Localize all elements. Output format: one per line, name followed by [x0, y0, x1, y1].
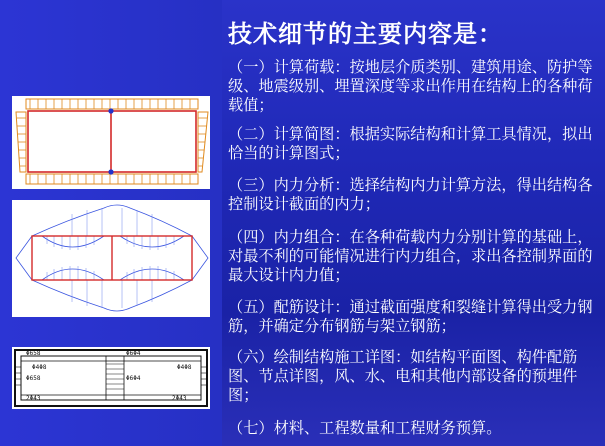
content-item-3: （三）内力分析：选择结构内力计算方法，得出结构各控制设计截面的内力；	[228, 176, 593, 213]
content-item-4: （四）内力组合：在各种荷载内力分别计算的基础上，对最不利的可能情况进行内力组合，求出各控制界面的最大设计内力值；	[228, 228, 593, 284]
top-load-arrows	[30, 99, 190, 109]
rebar-drawing-figure	[12, 347, 210, 409]
node-bottom	[108, 169, 113, 174]
load-diagram-figure	[12, 96, 210, 189]
rebar-label: Φ4Φ8	[177, 364, 192, 371]
rebar-label: 2Φ43	[26, 395, 41, 402]
content-item-7: （七）材料、工程数量和工程财务预算。	[228, 419, 502, 437]
node-top	[108, 108, 113, 113]
rebar-label: Φ6Φ4	[126, 375, 141, 382]
rebar-label: 2Φ43	[172, 395, 187, 402]
slide-title: 技术细节的主要内容是：	[228, 20, 503, 48]
column-hatch	[106, 364, 124, 389]
content-item-6: （六）绘制结构施工详图：如结构平面图、构件配筋图、节点详图，风、水、电和其他内部设备的预埋件图；	[228, 348, 578, 404]
rebar-label: Φ658	[26, 350, 41, 357]
rebar-label: Φ658	[26, 375, 41, 382]
structure-frame	[28, 111, 196, 172]
rebar-label: Φ6Φ4	[126, 350, 141, 357]
bottom-load-arrows	[30, 174, 190, 184]
moment-diagram-figure	[12, 200, 210, 317]
hatch-lines	[47, 208, 174, 308]
rebar-label: Φ4Φ8	[32, 364, 47, 371]
content-item-2: （二）计算简图：根据实际结构和计算工具情况，拟出恰当的计算图式；	[228, 125, 593, 162]
moment-diagram-svg	[12, 200, 210, 317]
load-diagram-svg	[12, 96, 210, 189]
content-item-1: （一）计算荷载：按地层介质类别、建筑用途、防护等级、地震级别、埋置深度等求出作用在结构上的各种荷载值；	[228, 58, 593, 114]
rebar-drawing-svg	[12, 347, 210, 409]
content-item-5: （五）配筋设计：通过截面强度和裂缝计算得出受力钢筋，并确定分布钢筋与架立钢筋；	[228, 298, 593, 335]
